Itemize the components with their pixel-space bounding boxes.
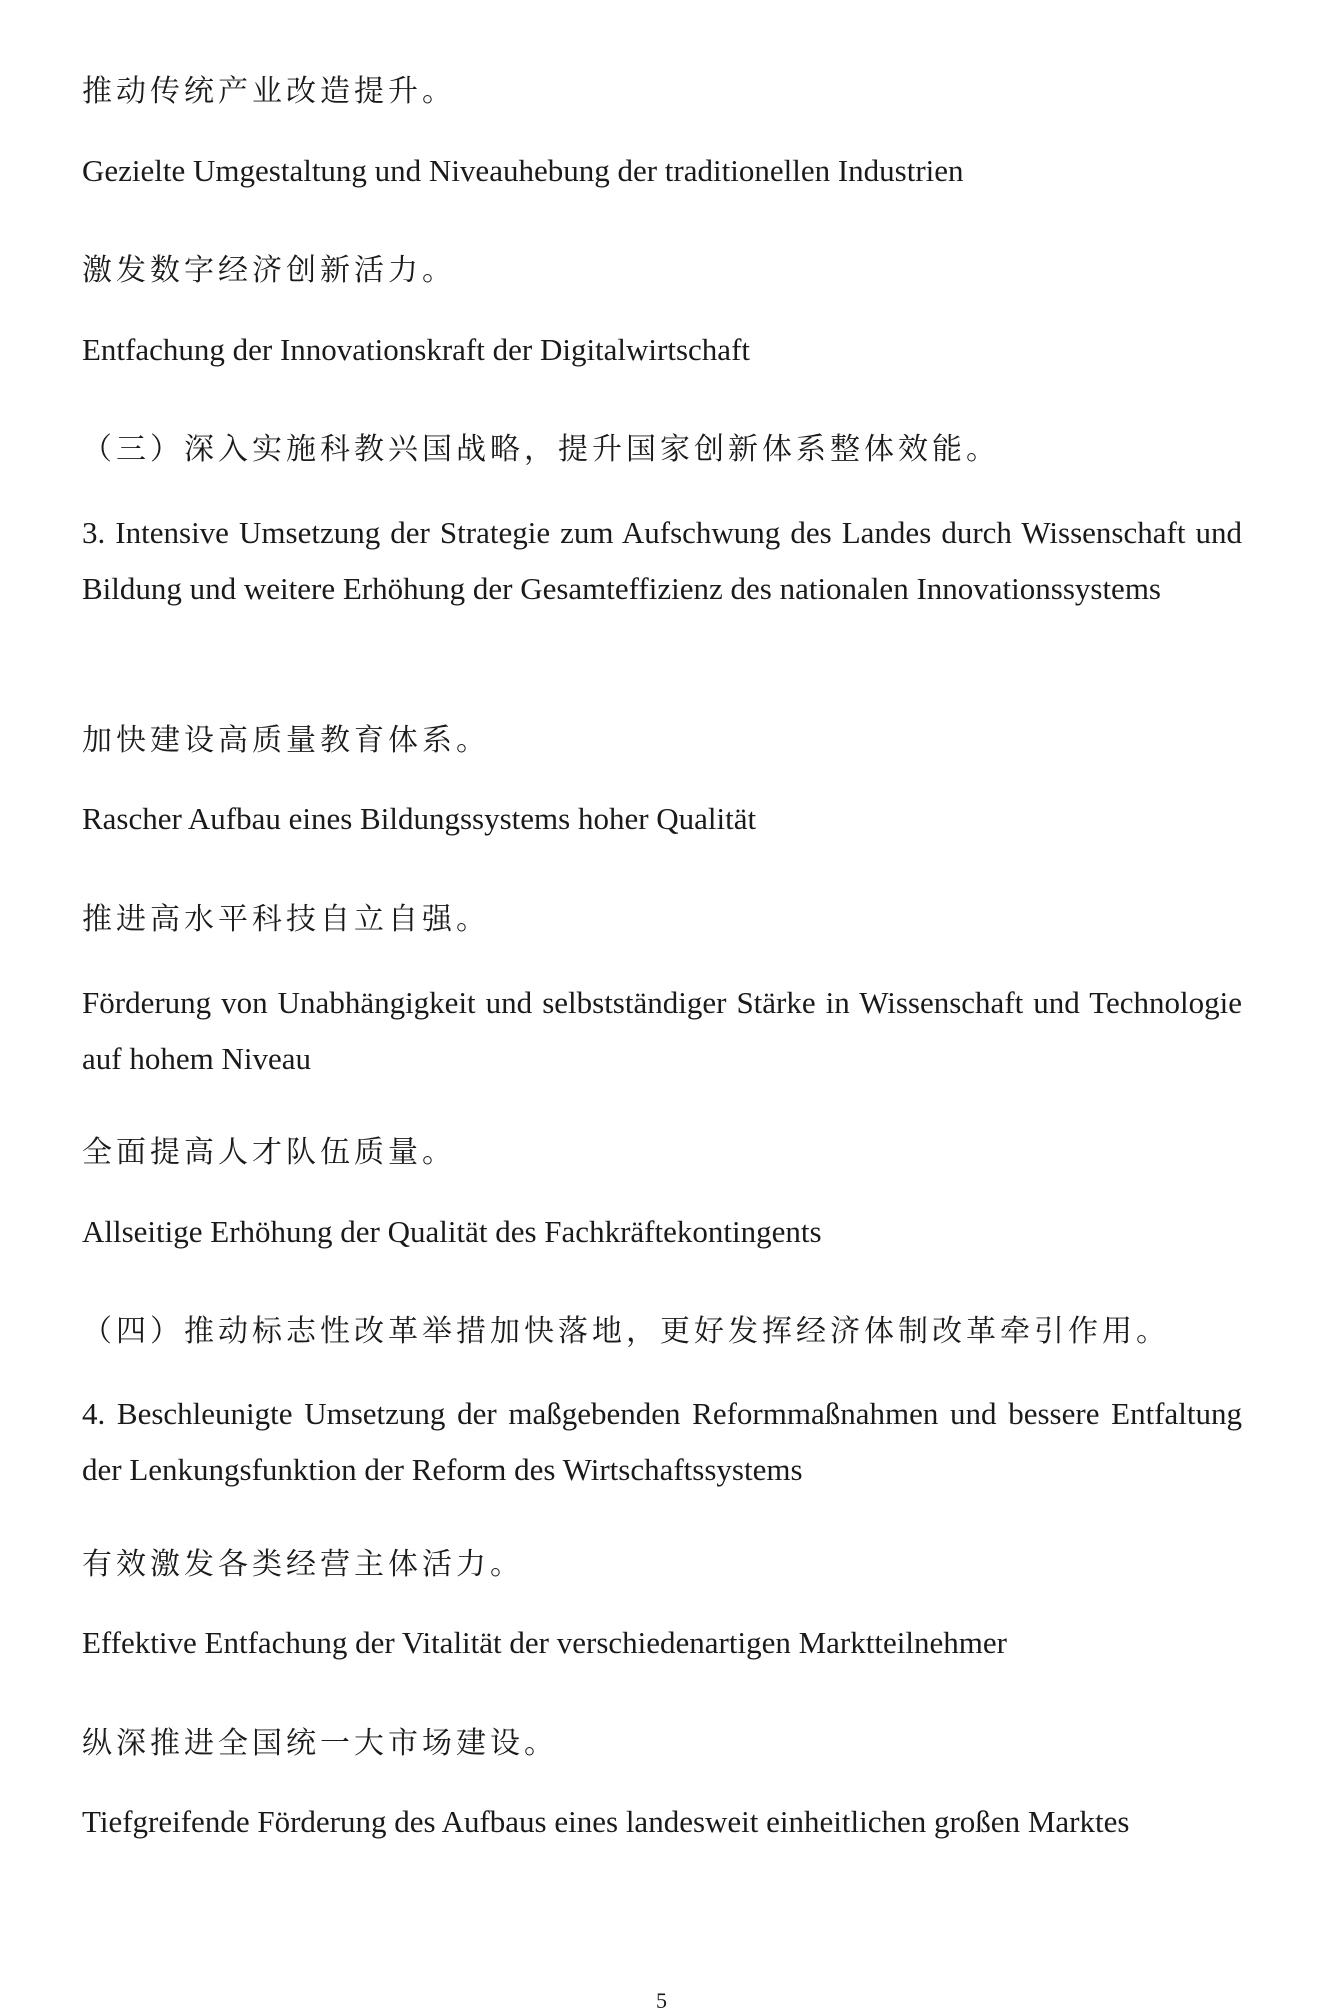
de-line-1: Gezielte Umgestaltung und Niveauhebung der traditionellen Industrien xyxy=(82,153,964,188)
zh-line-4: 推进高水平科技自立自强。 xyxy=(82,902,490,937)
section-4-heading-de: 4. Beschleunigte Umsetzung der maßgebenden Reformmaßnahmen und bessere Entfaltung der Lenkungsfunktion der Reform des Wirtschaftssystems xyxy=(82,1396,1242,1487)
de-line-2: Entfachung der Innovationskraft der Digitalwirtschaft xyxy=(82,332,750,367)
zh-line-3: 加快建设高质量教育体系。 xyxy=(82,723,490,758)
section-3-heading-zh: （三）深入实施科教兴国战略，提升国家创新体系整体效能。 xyxy=(82,432,1000,467)
de-line-4: Förderung von Unabhängigkeit und selbstständiger Stärke in Wissenschaft und Technologie auf hohem Niveau xyxy=(82,985,1242,1076)
de-line-5: Allseitige Erhöhung der Qualität des Fachkräftekontingents xyxy=(82,1214,822,1249)
page-number: 5 xyxy=(656,1988,667,2013)
de-line-7: Tiefgreifende Förderung des Aufbaus eines landesweit einheitlichen großen Marktes xyxy=(82,1804,1130,1839)
zh-line-2: 激发数字经济创新活力。 xyxy=(82,253,456,288)
de-line-3: Rascher Aufbau eines Bildungssystems hoher Qualität xyxy=(82,801,757,836)
zh-line-7: 纵深推进全国统一大市场建设。 xyxy=(82,1726,558,1761)
zh-line-6: 有效激发各类经营主体活力。 xyxy=(82,1547,524,1582)
section-4-heading-zh: （四）推动标志性改革举措加快落地，更好发挥经济体制改革牵引作用。 xyxy=(82,1314,1170,1349)
zh-line-1: 推动传统产业改造提升。 xyxy=(82,74,456,109)
de-line-6: Effektive Entfachung der Vitalität der verschiedenartigen Marktteilnehmer xyxy=(82,1625,1007,1660)
zh-line-5: 全面提高人才队伍质量。 xyxy=(82,1135,456,1170)
section-3-heading-de: 3. Intensive Umsetzung der Strategie zum Aufschwung des Landes durch Wissenschaft und Bildung und weitere Erhöhung der Gesamteffizienz des nationalen Innovationssystems xyxy=(82,515,1242,606)
